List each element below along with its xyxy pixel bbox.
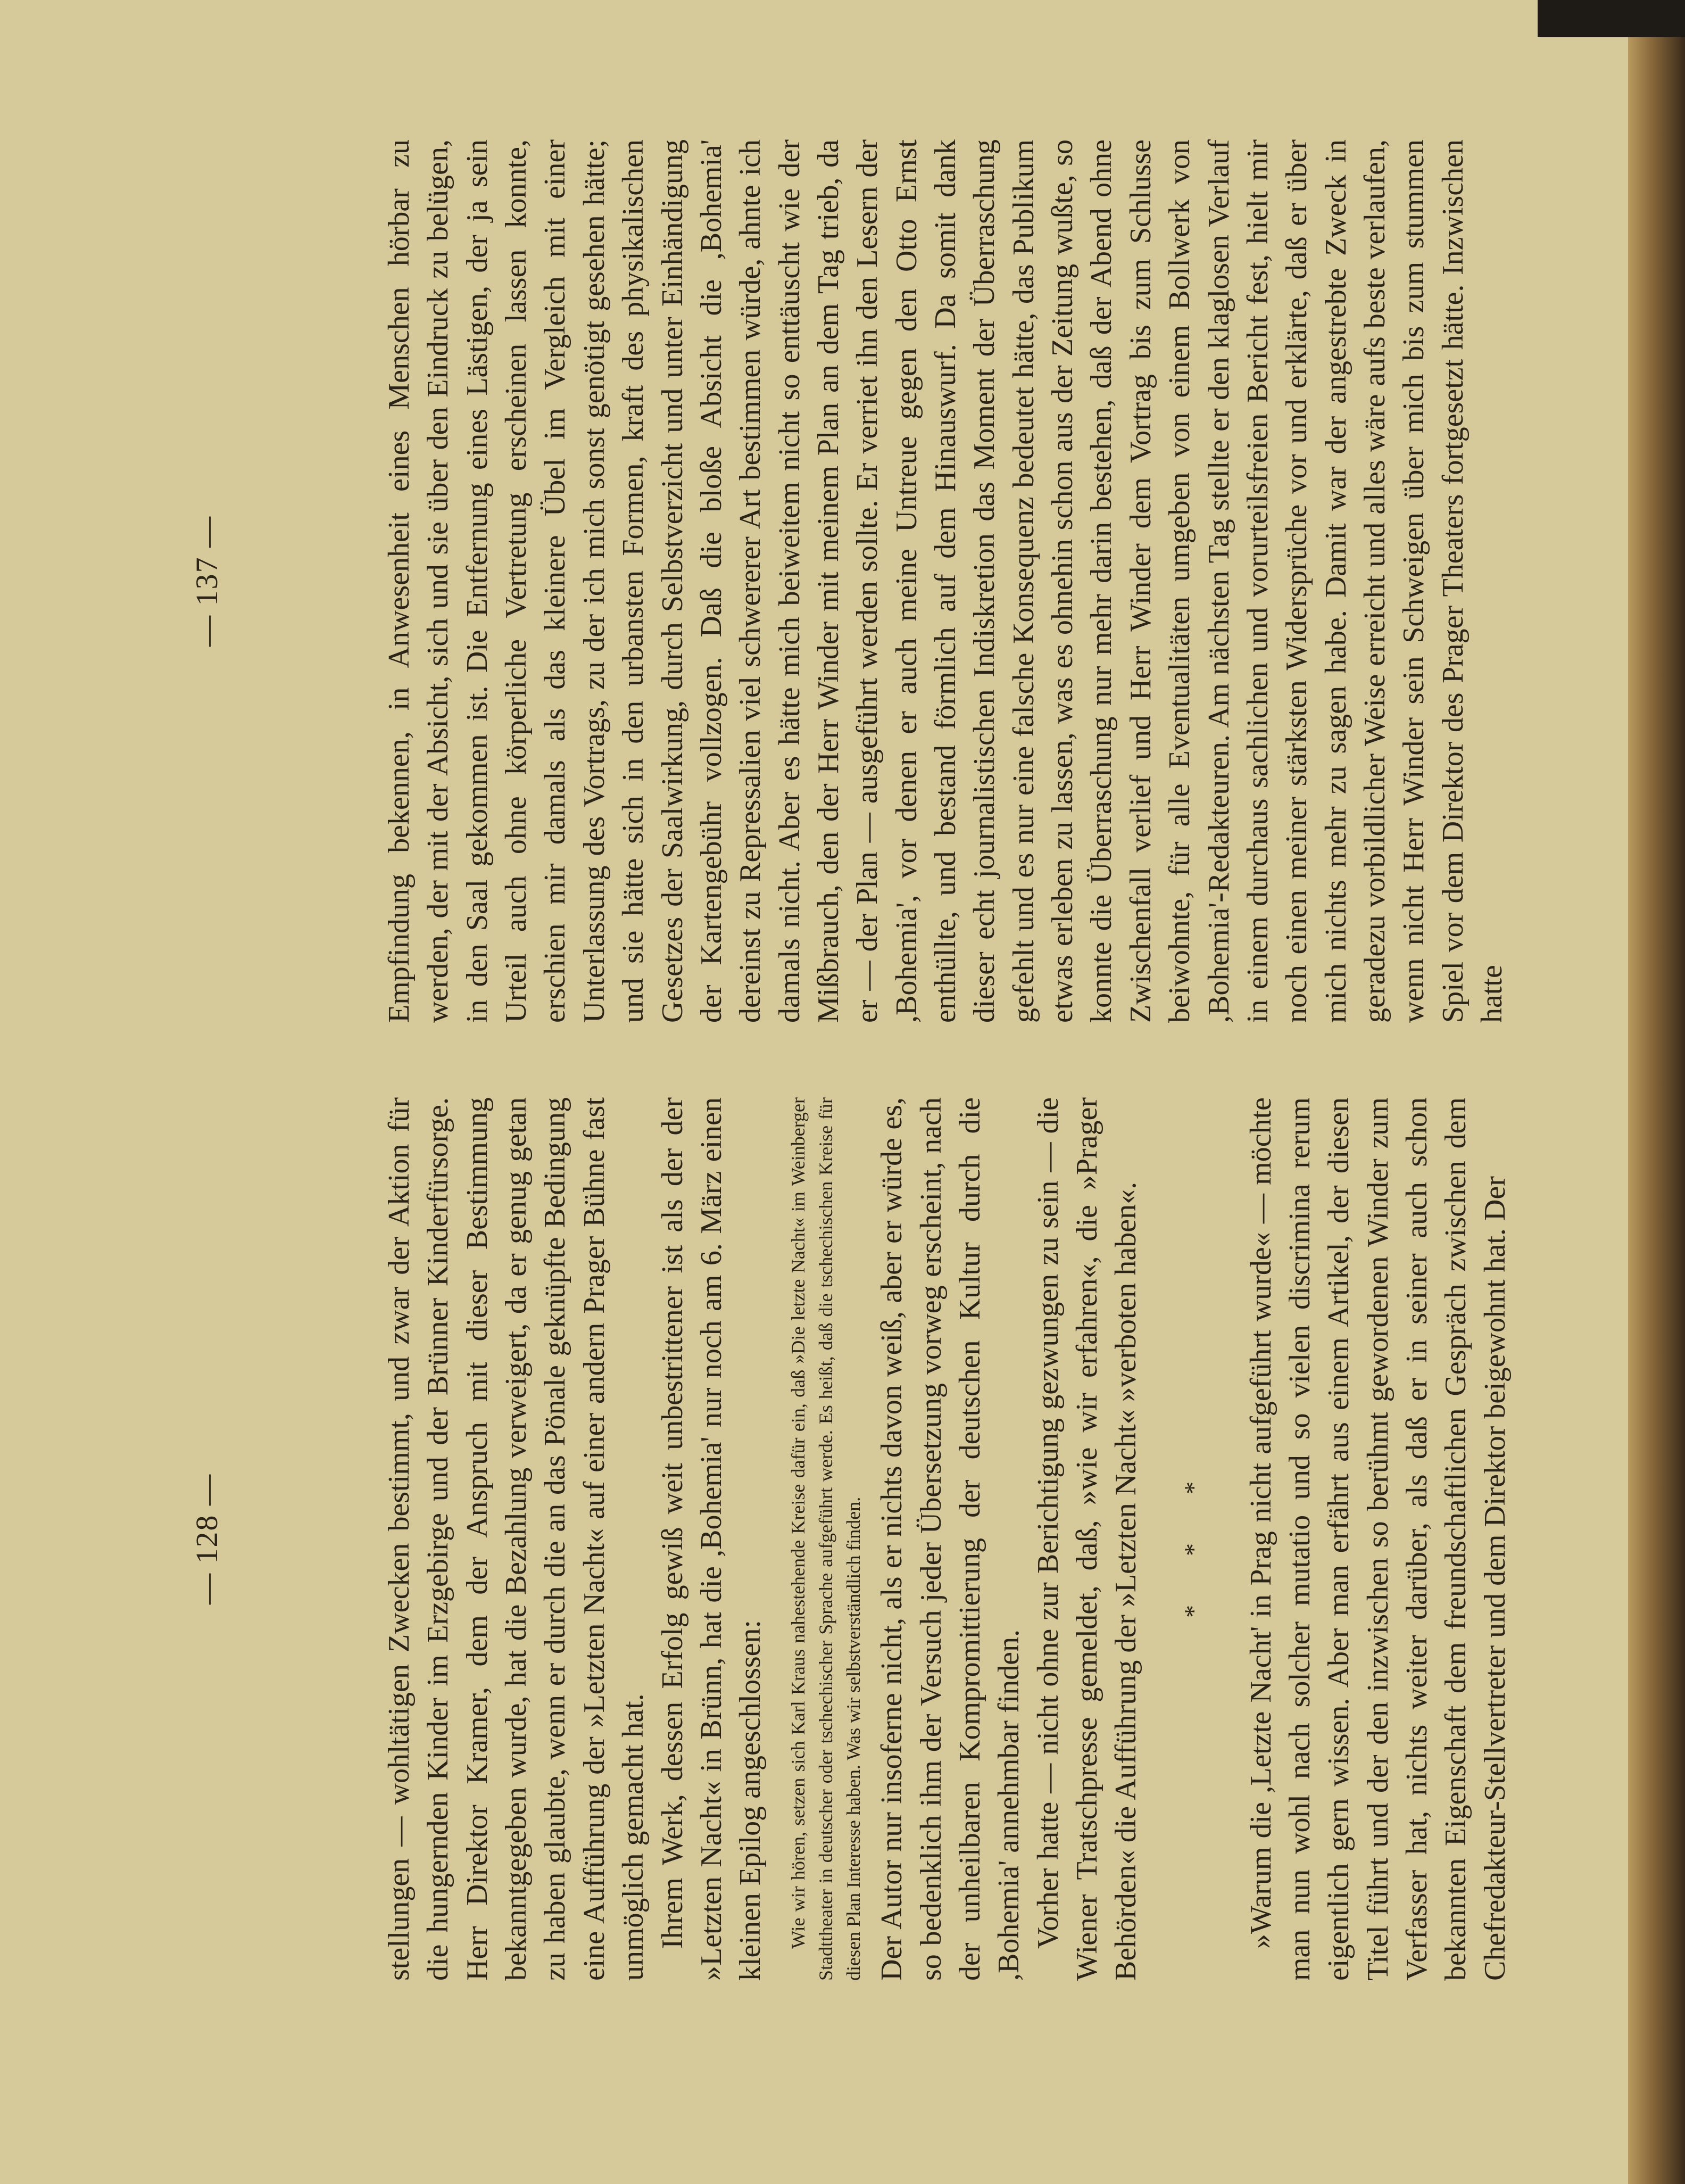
left-paragraph-4: Vorher hatte — nicht ohne zur Berichtigung gezwungen zu sein — die Wiener Tratschpresse gemeldet, daß, »wie wir erfahren«, die »Prager Behörden« die Aufführung der »Letzten Nacht« »verboten haben«. bbox=[1031, 1097, 1143, 1981]
left-page-text-column bbox=[380, 1097, 1512, 1981]
rotated-page-content bbox=[178, 107, 1512, 2077]
right-page-number: — 137 — bbox=[189, 516, 224, 647]
section-separator-stars: * * * bbox=[1179, 1460, 1208, 1618]
left-quoted-note: Wie wir hören, setzen sich Karl Kraus nahestehende Kreise dafür ein, daß »Die letzte Nacht« im Weinberger Stadttheater in deutscher oder tschechischer Sprache aufgeführt werde. Es heißt, daß die tschechischen Kreise für diesen Plan Interesse haben. Was wir selbstverständlich finden. bbox=[787, 1097, 864, 1981]
left-page-number: — 128 — bbox=[189, 1474, 224, 1604]
left-paragraph-1: stellungen — wohltätigen Zwecken bestimmt, und zwar der Aktion für die hungernden Kinder im Erzgebirge und der Brünner Kinderfürsorge. Herr Direktor Kramer, dem der Anspruch mit dieser Bestimmung bekanntgegeben wurde, hat die Bezahlung verweigert, da er genug getan zu haben glaubte, wenn er durch die an das Pönale geknüpfte Bedingung eine Aufführung der »Letzten Nacht« auf einer andern Prager Bühne fast unmöglich gemacht hat. bbox=[383, 1097, 650, 1981]
left-paragraph-3: Der Autor nur insoferne nicht, als er nichts davon weiß, aber er würde es, so bedenklich ihm der Versuch jeder Übersetzung vorweg erscheint, nach der unheilbaren Kompromittierung der deutschen Kultur durch die ,Bohemia' annehmbar finden. bbox=[875, 1097, 1026, 1981]
scan-background-corner bbox=[1538, 0, 1685, 37]
left-paragraph-2: Ihrem Werk, dessen Erfolg gewiß weit unbestrittener ist als der der »Letzten Nacht« in Brünn, hat die ,Bohemia' nur noch am 6. März einen kleinen Epilog angeschlossen: bbox=[655, 1097, 767, 1981]
right-page bbox=[178, 139, 1508, 1023]
left-page bbox=[178, 1097, 1512, 1981]
left-paragraph-5: »Warum die ,Letzte Nacht' in Prag nicht aufgeführt wurde« — möchte man nun wohl nach solcher mutatio und so vielen discrimina rerum eigentlich gern wissen. Aber man erfährt aus einem Artikel, der diesen Titel führt und der den inzwischen so berühmt gewordenen Winder zum Verfasser hat, nichts weiter darüber, als daß er in seiner auch schon bekannten Eigenschaft dem freundschaftlichen Gespräch zwischen dem Chefredakteur-Stellvertreter und dem Direktor beigewohnt hat. Der bbox=[1244, 1097, 1512, 1981]
book-binding-edge bbox=[1628, 0, 1685, 2184]
right-paragraph-1: Empfindung bekennen, in Anwesenheit eines Menschen hörbar zu werden, der mit der Absicht, sich und sie über den Eindruck zu belügen, in den Saal gekommen ist. Die Entfernung eines Lästigen, der ja sein Urteil auch ohne körperliche Vertretung erscheinen lassen konnte, erschien mir damals als das kleinere Übel im Vergleich mit einer Unterlassung des Vortrags, zu der ich mich sonst genötigt gesehen hätte; und sie hätte sich in den urbansten Formen, kraft des physikalischen Gesetzes der Saalwirkung, durch Selbstverzicht und unter Einhändigung der Kartengebühr vollzogen. Daß die bloße Absicht die ,Bohemia' dereinst zu Repressalien viel schwererer Art bestimmen würde, ahnte ich damals nicht. Aber es hätte mich beiweitem nicht so enttäuscht wie der Mißbrauch, den der Herr Winder mit meinem Plan an dem Tag trieb, da er — der Plan — ausgeführt werden sollte. Er verriet ihn den Lesern der ,Bohemia', vor denen er auch meine Untreue gegen den Otto Ernst enthüllte, und bestand förmlich auf dem Hinauswurf. Da somit dank dieser echt journalistischen Indiskretion das Moment der Überraschung gefehlt und es nur eine falsche Konsequenz bedeutet hätte, das Publikum etwas erleben zu lassen, was es ohnehin schon aus der Zeitung wußte, so konnte die Überraschung nur mehr darin bestehen, daß der Abend ohne Zwischenfall verlief und Herr Winder dem Vortrag bis zum Schlusse beiwohnte, für alle Eventualitäten umgeben von einem Bollwerk von ,Bohemia'-Redakteuren. Am nächsten Tag stellte er den klaglosen Verlauf in einem durchaus sachlichen und vorurteilsfreien Bericht fest, hielt mir noch einen meiner stärksten Widersprüche vor und erklärte, daß er über mich nichts mehr zu sagen habe. Damit war der angestrebte Zweck in geradezu vorbildlicher Weise erreicht und alles wäre aufs beste verlaufen, wenn nicht Herr Winder sein Schweigen über mich bis zum stummen Spiel vor dem Direktor des Prager Theaters fortgesetzt hätte. Inzwischen hatte bbox=[383, 139, 1509, 1023]
right-page-text-column bbox=[380, 139, 1509, 1023]
